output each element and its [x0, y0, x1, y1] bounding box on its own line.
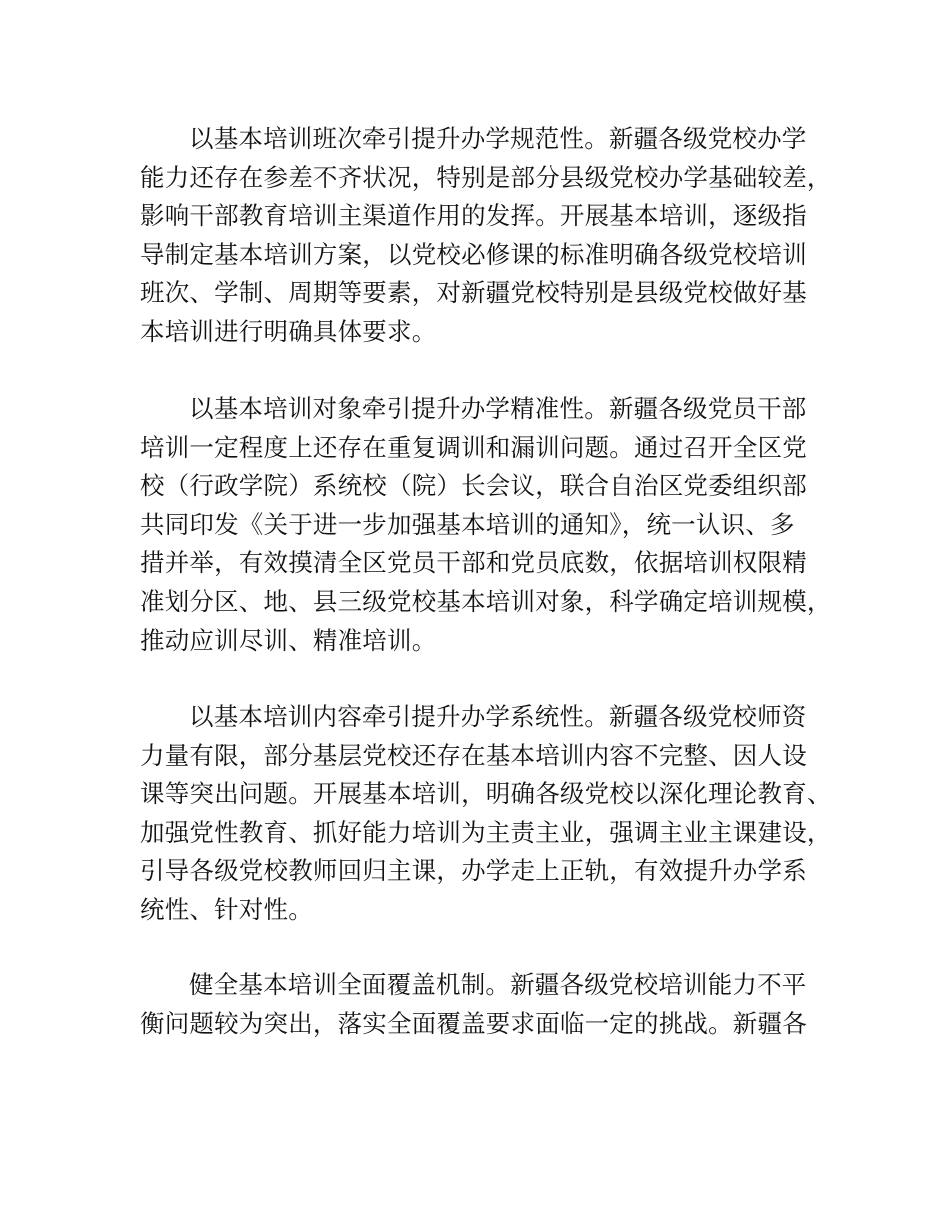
- paragraph-line: 统性、针对性。: [140, 894, 313, 924]
- paragraph-line: 加强党性教育、抓好能力培训为主责主业，强调主业主课建设，: [140, 817, 832, 847]
- paragraph-full-coverage-mechanism: [140, 966, 840, 1043]
- paragraph-line: 导制定基本培训方案，以党校必修课的标准明确各级党校培训: [140, 239, 807, 269]
- paragraph-line: 校（行政学院）系统校（院）长会议，联合自治区党委组织部: [140, 471, 807, 501]
- paragraph-basic-training-classes: [140, 120, 840, 352]
- paragraph-basic-training-targets: [140, 390, 840, 660]
- paragraph-line: 衡问题较为突出，落实全面覆盖要求面临一定的挑战。新疆各: [140, 1008, 807, 1038]
- paragraph-line: 培训一定程度上还存在重复调训和漏训问题。通过召开全区党: [140, 432, 807, 462]
- paragraph-line: 健全基本培训全面覆盖机制。新疆各级党校培训能力不平: [189, 970, 807, 999]
- paragraph-line: 本培训进行明确具体要求。: [140, 316, 437, 346]
- paragraph-line: 引导各级党校教师回归主课，办学走上正轨，有效提升办学系: [140, 856, 807, 886]
- paragraph-line: 能力还存在参差不齐状况，特别是部分县级党校办学基础较差，: [140, 162, 832, 192]
- paragraph-line: 以基本培训对象牵引提升办学精准性。新疆各级党员干部: [189, 394, 807, 423]
- paragraph-line: 准划分区、地、县三级党校基本培训对象，科学确定培训规模，: [140, 586, 832, 616]
- paragraph-line: 措并举，有效摸清全区党员干部和党员底数，依据培训权限精: [140, 548, 807, 578]
- paragraph-line: 力量有限，部分基层党校还存在基本培训内容不完整、因人设: [140, 740, 807, 770]
- paragraph-line: 班次、学制、周期等要素，对新疆党校特别是县级党校做好基: [140, 278, 807, 308]
- paragraph-basic-training-content: [140, 698, 840, 930]
- paragraph-line: 课等突出问题。开展基本培训，明确各级党校以深化理论教育、: [140, 779, 832, 809]
- paragraph-line: 影响干部教育培训主渠道作用的发挥。开展基本培训，逐级指: [140, 201, 807, 231]
- paragraph-line: 以基本培训班次牵引提升办学规范性。新疆各级党校办学: [189, 124, 807, 153]
- paragraph-line: 推动应训尽训、精准培训。: [140, 625, 437, 655]
- paragraph-line: 共同印发《关于进一步加强基本培训的通知》，统一认识、多: [140, 509, 795, 539]
- paragraph-line: 以基本培训内容牵引提升办学系统性。新疆各级党校师资: [189, 702, 807, 731]
